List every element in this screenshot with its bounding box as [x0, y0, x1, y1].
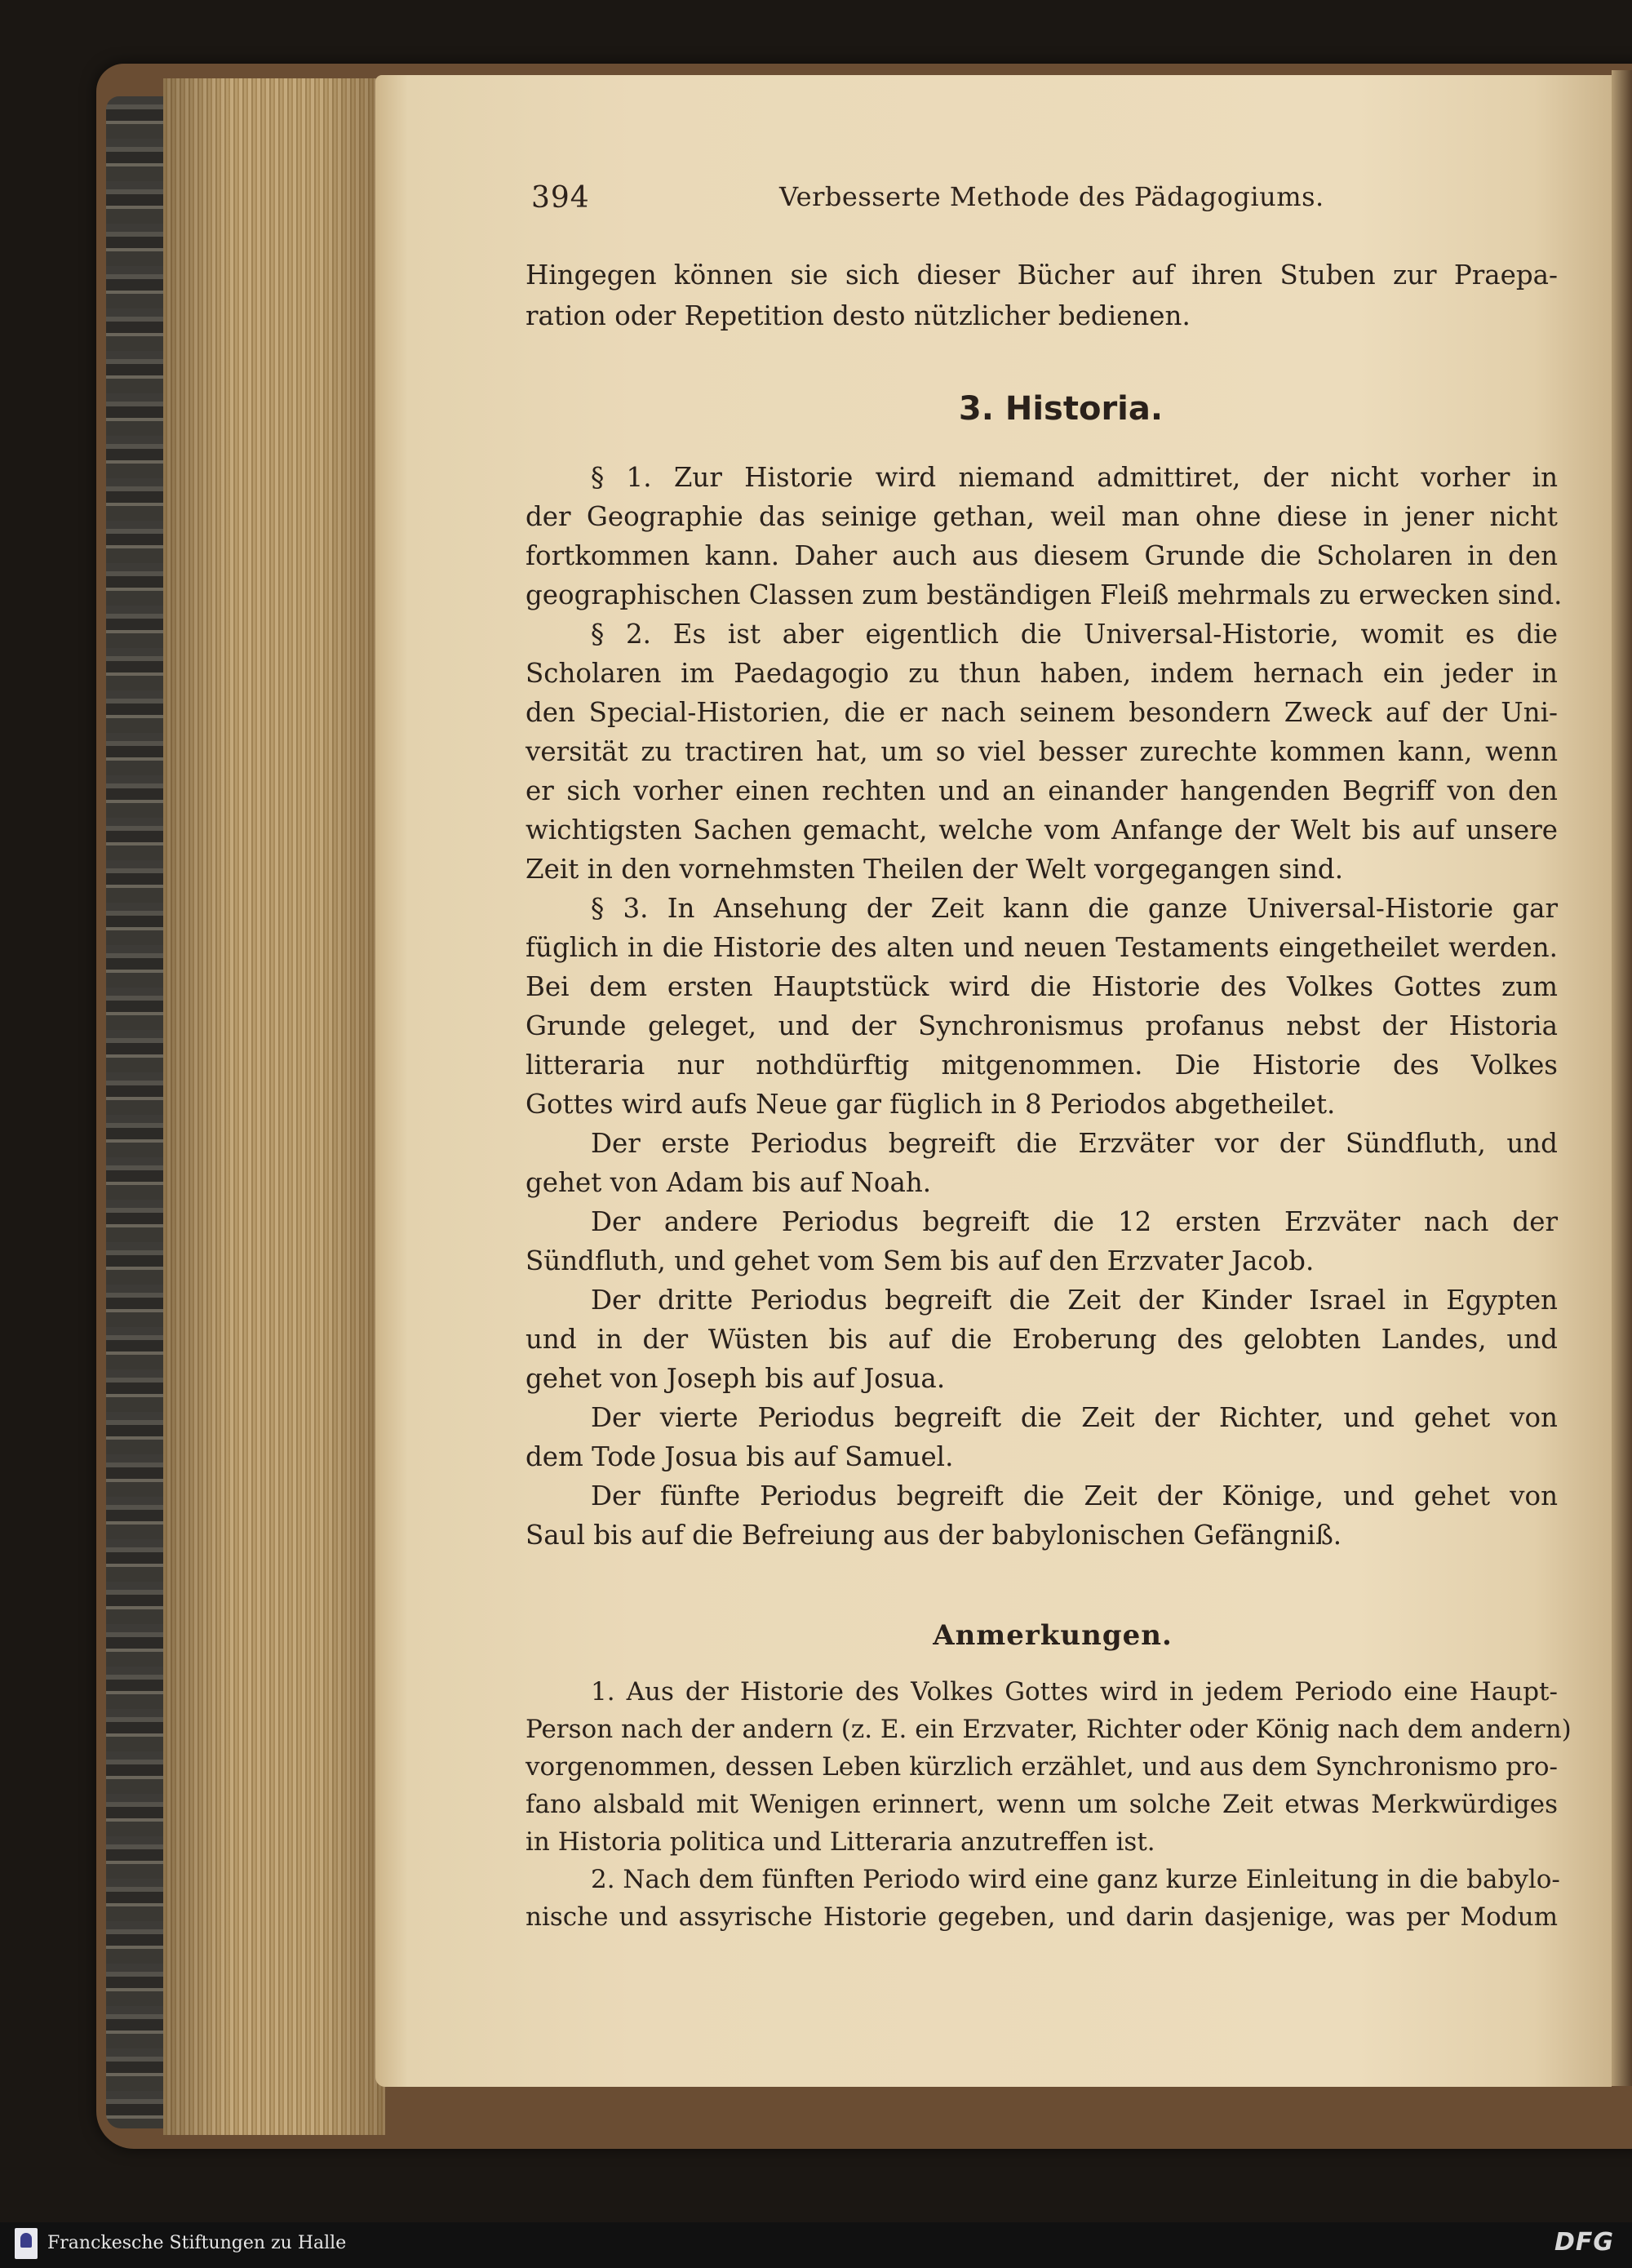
text-line: Scholaren im Paedagogio zu thun haben, indem hernach ein jeder in [526, 658, 1558, 689]
text-line: gehet von Joseph bis auf Josua. [526, 1363, 946, 1394]
text-line: Der erste Periodus begreift die Erzväter vor der Sündfluth, und [591, 1128, 1558, 1159]
text-line: litteraria nur nothdürftig mitgenommen. Die Historie des Volkes [526, 1050, 1558, 1081]
section-title: 3. Historia. [958, 390, 1164, 428]
text-line: den Special-Historien, die er nach seinem besondern Zweck auf der Uni- [526, 697, 1558, 728]
text-line: füglich in die Historie des alten und neuen Testaments eingetheilet werden. [526, 932, 1558, 963]
text-line: Der andere Periodus begreift die 12 ersten Erzväter nach der [591, 1206, 1558, 1237]
text-line: Bei dem ersten Hauptstück wird die Historie des Volkes Gottes zum [526, 971, 1558, 1002]
institution-logo-icon[interactable] [15, 2228, 38, 2259]
text-line: und in der Wüsten bis auf die Eroberung des gelobten Landes, und [526, 1324, 1558, 1355]
note-line: vorgenommen, dessen Leben kürzlich erzählet, und aus dem Synchronismo pro- [526, 1752, 1558, 1782]
text-line: § 1. Zur Historie wird niemand admittiret, der nicht vorher in [591, 462, 1558, 493]
page-number: 394 [531, 181, 590, 215]
dfg-logo[interactable]: DFG [1554, 2228, 1614, 2257]
note-line: fano alsbald mit Wenigen erinnert, wenn um solche Zeit etwas Merkwürdiges [526, 1790, 1558, 1819]
text-line: der Geographie das seinige gethan, weil man ohne diese in jener nicht [526, 501, 1558, 532]
notes-title: Anmerkungen. [933, 1619, 1173, 1652]
text-line: geographischen Classen zum beständigen Fleiß mehrmals zu erwecken sind. [526, 579, 1563, 610]
note-line: in Historia politica und Litteraria anzutreffen ist. [526, 1827, 1155, 1857]
note-line: Person nach der andern (z. E. ein Erzvater, Richter oder König nach dem andern) [526, 1715, 1572, 1744]
text-line: versität zu tractiren hat, um so viel besser zurechte kommen kann, wenn [526, 736, 1558, 767]
text-line: Grunde geleget, und der Synchronismus profanus nebst der Historia [526, 1010, 1558, 1041]
text-line: ration oder Repetition desto nützlicher bedienen. [526, 300, 1191, 331]
note-line: 2. Nach dem fünften Periodo wird eine ganz kurze Einleitung in die babylo- [591, 1865, 1560, 1894]
text-line: Gottes wird aufs Neue gar füglich in 8 Periodos abgetheilet. [526, 1089, 1336, 1120]
text-line: Hingegen können sie sich dieser Bücher auf ihren Stuben zur Praepa- [526, 260, 1558, 291]
text-line: § 3. In Ansehung der Zeit kann die ganze Universal-Historie gar [591, 893, 1558, 924]
text-line: Sündfluth, und gehet vom Sem bis auf den Erzvater Jacob. [526, 1245, 1315, 1276]
text-line: gehet von Adam bis auf Noah. [526, 1167, 932, 1198]
text-line: dem Tode Josua bis auf Samuel. [526, 1441, 954, 1472]
running-head: Verbesserte Methode des Pädagogiums. [779, 181, 1324, 212]
text-line: § 2. Es ist aber eigentlich die Universal-Historie, womit es die [591, 619, 1558, 650]
page-gutter [1612, 70, 1632, 2086]
text-line: Saul bis auf die Befreiung aus der babylonischen Gefängniß. [526, 1520, 1342, 1551]
page-edges-shadow [163, 78, 385, 2135]
text-line: Zeit in den vornehmsten Theilen der Welt vorgegangen sind. [526, 854, 1344, 885]
text-line: Der dritte Periodus begreift die Zeit der Kinder Israel in Egypten [591, 1285, 1558, 1316]
note-line: 1. Aus der Historie des Volkes Gottes wird in jedem Periodo eine Haupt- [591, 1677, 1558, 1707]
text-line: fortkommen kann. Daher auch aus diesem Grunde die Scholaren in den [526, 540, 1558, 571]
note-line: nische und assyrische Historie gegeben, und darin dasjenige, was per Modum [526, 1902, 1558, 1932]
text-line: Der fünfte Periodus begreift die Zeit der Könige, und gehet von [591, 1480, 1558, 1511]
text-line: er sich vorher einen rechten und an einander hangenden Begriff von den [526, 775, 1558, 806]
text-line: wichtigsten Sachen gemacht, welche vom Anfange der Welt bis auf unsere [526, 814, 1558, 846]
institution-name-link[interactable]: Franckesche Stiftungen zu Halle [47, 2233, 347, 2253]
text-line: Der vierte Periodus begreift die Zeit der Richter, und gehet von [591, 1402, 1558, 1433]
